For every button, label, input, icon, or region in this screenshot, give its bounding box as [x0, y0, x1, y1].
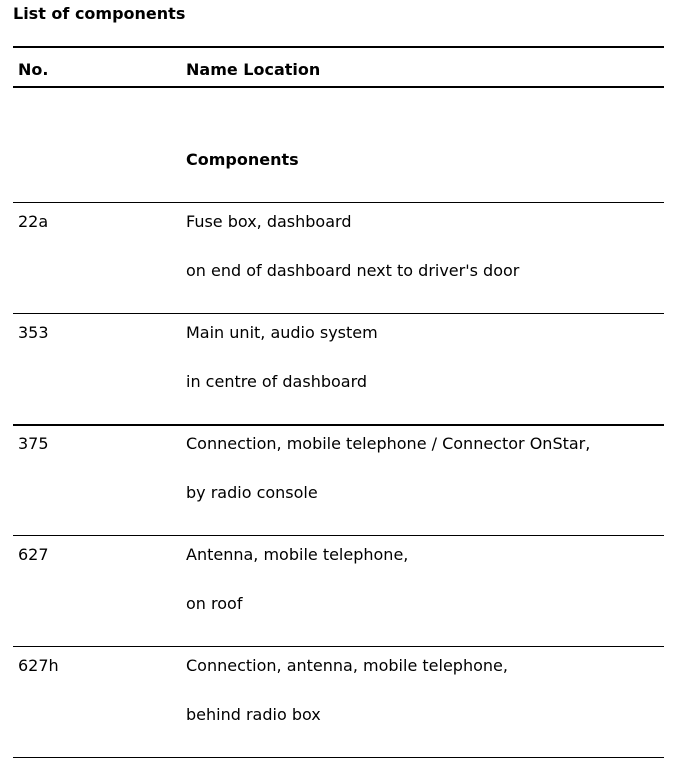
row-location: in centre of dashboard — [186, 372, 368, 391]
row-divider — [13, 313, 664, 314]
row-name: Antenna, mobile telephone, — [186, 545, 409, 564]
row-divider — [13, 646, 664, 647]
row-name: Connection, antenna, mobile telephone, — [186, 656, 508, 675]
row-location: by radio console — [186, 483, 318, 502]
row-number: 22a — [18, 212, 49, 231]
row-divider — [13, 535, 664, 536]
row-name: Main unit, audio system — [186, 323, 378, 342]
row-location: on end of dashboard next to driver's door — [186, 261, 520, 280]
row-number: 375 — [18, 434, 49, 453]
header-bottom-rule — [13, 86, 664, 88]
table-bottom-rule — [13, 757, 664, 758]
row-number: 627h — [18, 656, 59, 675]
header-name-location: Name Location — [186, 60, 321, 79]
row-name: Connection, mobile telephone / Connector OnStar, — [186, 434, 591, 453]
section-label: Components — [186, 150, 299, 169]
row-number: 627 — [18, 545, 49, 564]
row-location: behind radio box — [186, 705, 321, 724]
row-divider — [13, 424, 664, 426]
row-location: on roof — [186, 594, 243, 613]
document-title: List of components — [13, 4, 186, 23]
section-bottom-rule — [13, 202, 664, 203]
row-number: 353 — [18, 323, 49, 342]
table-top-rule — [13, 46, 664, 48]
row-name: Fuse box, dashboard — [186, 212, 352, 231]
header-no: No. — [18, 60, 49, 79]
